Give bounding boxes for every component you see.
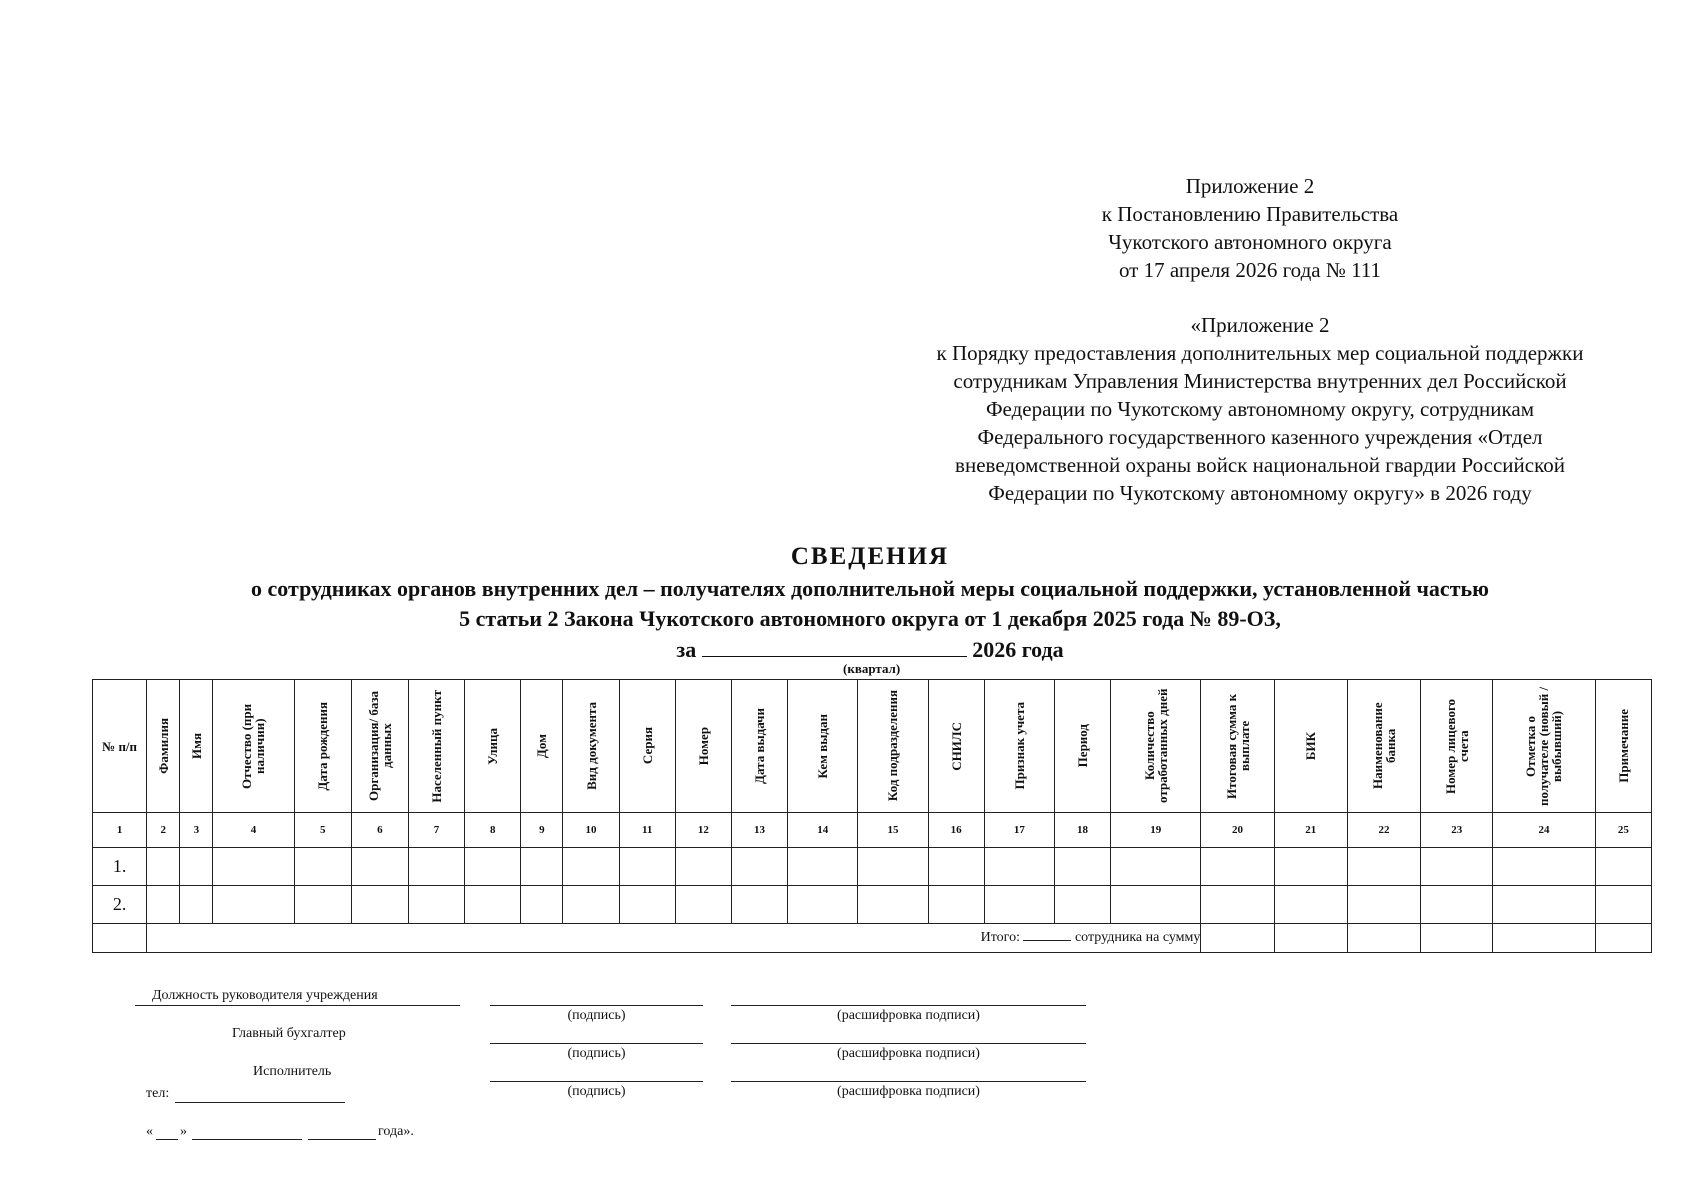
- head-position-line: [135, 1005, 460, 1006]
- data-cell[interactable]: [147, 848, 180, 886]
- col-number: 4: [213, 813, 294, 848]
- header-label: Наименование банка: [1369, 702, 1398, 790]
- total-row-empty: [93, 924, 147, 953]
- col-number: 13: [731, 813, 787, 848]
- quarter-note: (квартал): [843, 661, 901, 676]
- col-number: 3: [180, 813, 213, 848]
- period-suffix: 2026 года: [972, 637, 1064, 662]
- col-number: 20: [1201, 813, 1274, 848]
- data-cell[interactable]: [1054, 886, 1110, 924]
- header-label: Отчество (при наличии): [239, 703, 268, 789]
- document-title: СВЕДЕНИЯ: [790, 543, 950, 570]
- col-number: 24: [1493, 813, 1595, 848]
- data-cell[interactable]: [1347, 924, 1420, 953]
- header-cell: [180, 680, 213, 813]
- data-table: [92, 679, 1652, 953]
- data-cell[interactable]: [1274, 848, 1347, 886]
- data-cell[interactable]: [1493, 848, 1595, 886]
- appendix-line: сотрудникам Управления Министерства внутренних дел Российской: [953, 369, 1567, 393]
- col-number: 23: [1421, 813, 1493, 848]
- header-cell: [1493, 680, 1595, 813]
- appendix-line: к Порядку предоставления дополнительных мер социальной поддержки: [936, 341, 1584, 365]
- data-cell[interactable]: [180, 886, 213, 924]
- header-cell: [788, 680, 858, 813]
- total-row: [93, 924, 1652, 953]
- col-number: 17: [984, 813, 1054, 848]
- date-open: «: [146, 1124, 153, 1139]
- total-count-blank[interactable]: [1023, 940, 1071, 941]
- data-cell[interactable]: [731, 848, 787, 886]
- header-cell: [521, 680, 563, 813]
- period-prefix: за: [676, 637, 697, 662]
- header-cell: [619, 680, 675, 813]
- col-number: 14: [788, 813, 858, 848]
- column-number-row: [93, 813, 1652, 848]
- total-suffix: сотрудника на сумму: [1074, 930, 1201, 945]
- data-cell[interactable]: [1347, 848, 1420, 886]
- signature-line[interactable]: [490, 1043, 703, 1044]
- data-cell[interactable]: [858, 886, 928, 924]
- decode-line[interactable]: [731, 1081, 1086, 1082]
- header-cell: [1347, 680, 1420, 813]
- decode-caption: (расшифровка подписи): [837, 1046, 980, 1061]
- col-number: 22: [1347, 813, 1420, 848]
- header-cell: [984, 680, 1054, 813]
- decode-line[interactable]: [731, 1005, 1086, 1006]
- header-label: Улица: [485, 727, 501, 765]
- appendix-current: [1050, 172, 1450, 284]
- data-cell[interactable]: [213, 848, 294, 886]
- title-subline: 5 статьи 2 Закона Чукотского автономного округа от 1 декабря 2025 года № 89-ОЗ,: [459, 606, 1281, 631]
- appendix-line: от 17 апреля 2026 года № 111: [1118, 258, 1382, 282]
- appendix-line: к Постановлению Правительства: [1101, 202, 1399, 226]
- header-cell: [1421, 680, 1493, 813]
- data-cell[interactable]: [984, 848, 1054, 886]
- row-number: 2.: [93, 886, 147, 924]
- data-cell[interactable]: [351, 886, 408, 924]
- header-label: № п/п: [102, 738, 138, 754]
- data-cell[interactable]: [675, 848, 731, 886]
- date-month-line[interactable]: [192, 1139, 302, 1140]
- date-close: года».: [378, 1124, 414, 1139]
- decode-line[interactable]: [731, 1043, 1086, 1044]
- table-row: [93, 848, 1652, 886]
- appendix-line: Приложение 2: [1185, 174, 1315, 198]
- header-cell: [858, 680, 928, 813]
- decode-caption: (расшифровка подписи): [837, 1084, 980, 1099]
- header-cell: [731, 680, 787, 813]
- data-cell[interactable]: [294, 848, 351, 886]
- data-cell[interactable]: [1493, 924, 1595, 953]
- data-cell[interactable]: [180, 848, 213, 886]
- signature-line[interactable]: [490, 1005, 703, 1006]
- header-cell: [351, 680, 408, 813]
- col-number: 7: [408, 813, 464, 848]
- col-number: 19: [1111, 813, 1201, 848]
- title-subline: о сотрудниках органов внутренних дел – получателях дополнительной меры социальной поддержки, установленной частью: [251, 576, 1489, 601]
- header-label: Дата выдачи: [752, 708, 768, 784]
- data-cell[interactable]: [1274, 924, 1347, 953]
- signature-caption: (подпись): [567, 1008, 626, 1023]
- data-cell[interactable]: [563, 886, 619, 924]
- data-cell[interactable]: [1421, 848, 1493, 886]
- data-cell[interactable]: [858, 848, 928, 886]
- phone-line[interactable]: [175, 1102, 345, 1103]
- data-cell[interactable]: [1595, 924, 1651, 953]
- header-cell: [1054, 680, 1110, 813]
- col-number: 18: [1054, 813, 1110, 848]
- col-number: 25: [1595, 813, 1651, 848]
- col-number: 9: [521, 813, 563, 848]
- header-label: Дом: [534, 733, 550, 759]
- signature-caption: (подпись): [567, 1046, 626, 1061]
- total-sum-cell[interactable]: [1201, 924, 1274, 953]
- data-cell[interactable]: [788, 886, 858, 924]
- header-cell: [213, 680, 294, 813]
- data-cell[interactable]: [521, 848, 563, 886]
- total-prefix: Итого:: [980, 930, 1020, 945]
- data-cell[interactable]: [408, 886, 464, 924]
- data-cell[interactable]: [1054, 848, 1110, 886]
- data-cell[interactable]: [928, 886, 984, 924]
- col-number: 21: [1274, 813, 1347, 848]
- date-year-line[interactable]: [308, 1139, 376, 1140]
- header-label: Примечание: [1615, 709, 1631, 783]
- col-number: 11: [619, 813, 675, 848]
- header-label: Отметка о получателе (новый / выбывший): [1523, 686, 1565, 806]
- data-cell[interactable]: [1421, 924, 1493, 953]
- header-label: Вид документа: [583, 702, 599, 790]
- data-cell[interactable]: [465, 848, 521, 886]
- header-label: Код подразделения: [885, 690, 901, 802]
- data-cell[interactable]: [147, 886, 180, 924]
- data-cell[interactable]: [928, 848, 984, 886]
- header-label: Период: [1075, 724, 1091, 768]
- header-cell: [93, 680, 147, 813]
- data-cell[interactable]: [1201, 886, 1274, 924]
- col-number: 10: [563, 813, 619, 848]
- total-label: [147, 924, 1201, 953]
- col-number: 2: [147, 813, 180, 848]
- appendix-line: «Приложение 2: [1190, 313, 1330, 337]
- data-cell[interactable]: [351, 848, 408, 886]
- chief-accountant-label: Главный бухгалтер: [232, 1026, 346, 1041]
- header-label: Имя: [188, 733, 204, 759]
- header-cell: [675, 680, 731, 813]
- data-cell[interactable]: [1347, 886, 1420, 924]
- header-label: Номер: [695, 726, 711, 766]
- date-mid: »: [180, 1124, 187, 1139]
- col-number: 6: [351, 813, 408, 848]
- header-cell: [465, 680, 521, 813]
- header-label: БИК: [1303, 731, 1319, 761]
- header-cell: [294, 680, 351, 813]
- data-cell[interactable]: [294, 886, 351, 924]
- data-cell[interactable]: [731, 886, 787, 924]
- data-cell[interactable]: [1595, 886, 1651, 924]
- table-row: [93, 886, 1652, 924]
- header-cell: [1274, 680, 1347, 813]
- header-label: Серия: [639, 727, 655, 765]
- col-number: 15: [858, 813, 928, 848]
- col-number: 8: [465, 813, 521, 848]
- col-number: 1: [93, 813, 147, 848]
- data-cell[interactable]: [1201, 848, 1274, 886]
- appendix-line: Федерации по Чукотскому автономному округу, сотрудникам: [985, 397, 1535, 421]
- head-position-label: Должность руководителя учреждения: [152, 988, 378, 1003]
- header-label: Фамилия: [155, 718, 171, 774]
- data-cell[interactable]: [1274, 886, 1347, 924]
- appendix-line: Чукотского автономного округа: [1108, 230, 1392, 254]
- appendix-line: Федерального государственного казенного учреждения «Отдел: [977, 425, 1543, 449]
- data-cell[interactable]: [465, 886, 521, 924]
- executor-label: Исполнитель: [253, 1064, 332, 1079]
- data-cell[interactable]: [213, 886, 294, 924]
- data-cell[interactable]: [1111, 848, 1201, 886]
- col-number: 5: [294, 813, 351, 848]
- data-cell[interactable]: [1111, 886, 1201, 924]
- header-cell: [1595, 680, 1651, 813]
- data-cell[interactable]: [1421, 886, 1493, 924]
- data-cell[interactable]: [563, 848, 619, 886]
- col-number: 16: [928, 813, 984, 848]
- header-cell: [928, 680, 984, 813]
- data-cell[interactable]: [1595, 848, 1651, 886]
- data-cell[interactable]: [984, 886, 1054, 924]
- data-cell[interactable]: [408, 848, 464, 886]
- header-label: Дата рождения: [315, 701, 331, 791]
- quarter-blank[interactable]: [702, 634, 967, 657]
- data-cell[interactable]: [619, 848, 675, 886]
- appendix-previous: [850, 311, 1670, 507]
- header-label: Количество отработанных дней: [1141, 688, 1170, 804]
- col-number: 12: [675, 813, 731, 848]
- signature-line[interactable]: [490, 1081, 703, 1082]
- data-cell[interactable]: [675, 886, 731, 924]
- header-label: Номер лицевого счета: [1442, 698, 1471, 794]
- header-label: Кем выдан: [815, 713, 831, 779]
- header-cell: [1201, 680, 1274, 813]
- data-cell[interactable]: [619, 886, 675, 924]
- header-label: СНИЛС: [948, 721, 964, 771]
- document-title-block: [100, 540, 1640, 665]
- signature-caption: (подпись): [567, 1084, 626, 1099]
- date-day-line[interactable]: [156, 1139, 178, 1140]
- header-cell: [408, 680, 464, 813]
- header-label: Итоговая сумма к выплате: [1223, 693, 1252, 799]
- header-cell: [147, 680, 180, 813]
- appendix-line: вневедомственной охраны войск национальной гвардии Российской: [955, 453, 1565, 477]
- decode-caption: (расшифровка подписи): [837, 1008, 980, 1023]
- header-label: Населенный пункт: [429, 689, 445, 803]
- header-cell: [563, 680, 619, 813]
- appendix-line: Федерации по Чукотскому автономному округу» в 2026 году: [988, 481, 1532, 505]
- data-cell[interactable]: [521, 886, 563, 924]
- row-number: 1.: [93, 848, 147, 886]
- data-cell[interactable]: [1493, 886, 1595, 924]
- header-label: Организация/ база данных: [365, 690, 394, 802]
- phone-label: тел:: [146, 1086, 170, 1101]
- header-label: Признак учета: [1011, 702, 1027, 790]
- header-cell: [1111, 680, 1201, 813]
- data-cell[interactable]: [788, 848, 858, 886]
